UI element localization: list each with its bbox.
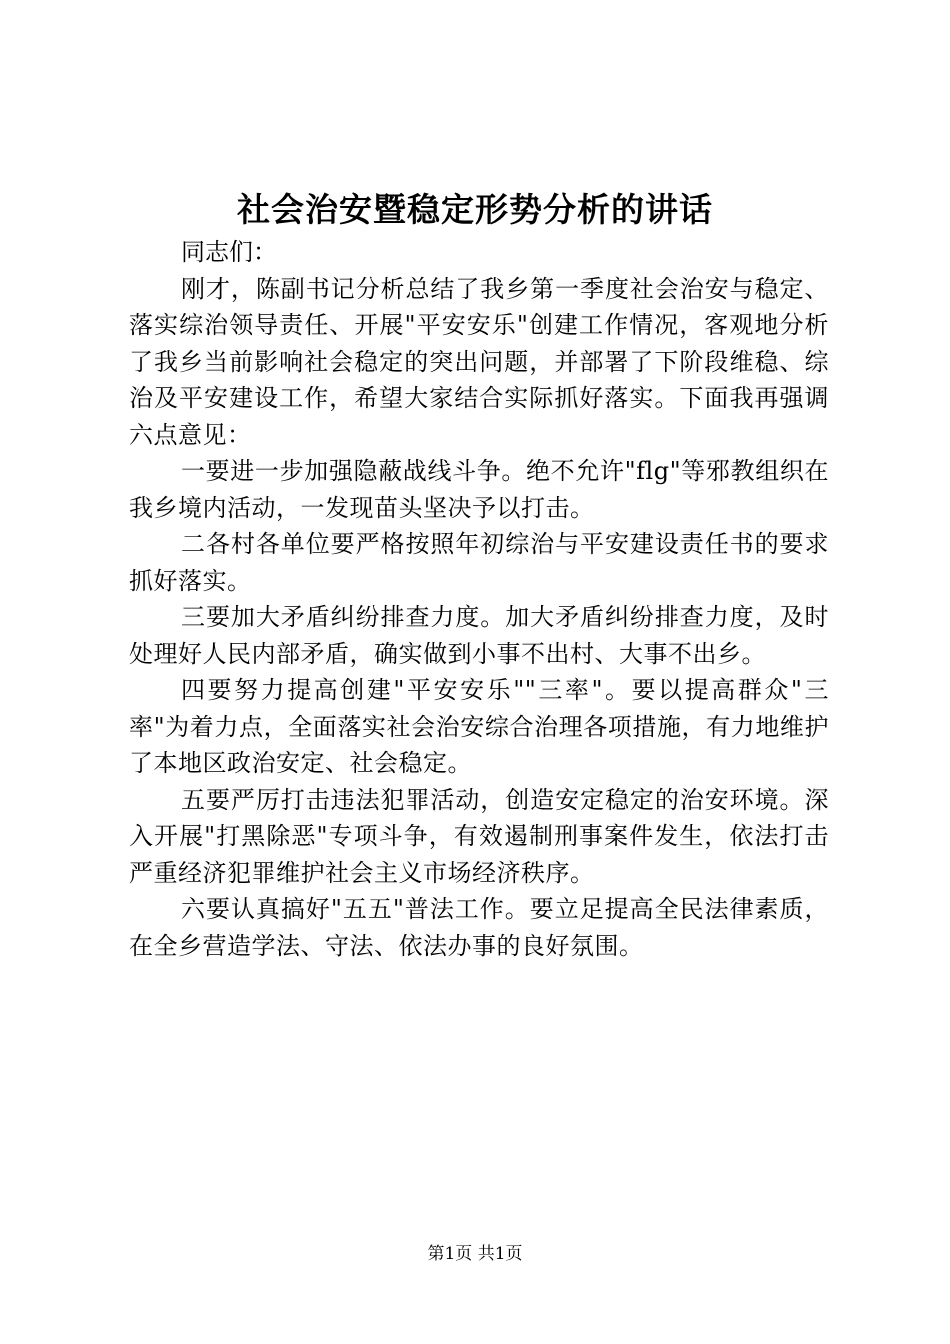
salutation: 同志们： xyxy=(181,238,277,266)
page-number-footer: 第1页 共1页 xyxy=(427,1244,523,1264)
paragraph-intro: 刚才，陈副书记分析总结了我乡第一季度社会治安与稳定、落实综治领导责任、开展"平安安乐"创建工作情况，客观地分析了我乡当前影响社会稳定的突出问题，并部署了下阶段维稳、综治及平安建设工作，希望大家结合实际抓好落实。下面我再强调六点意见： xyxy=(129,274,829,449)
document-body xyxy=(129,234,829,964)
document-title: 社会治安暨稳定形势分析的讲话 xyxy=(237,190,713,229)
paragraph-point-3: 三要加大矛盾纠纷排查力度。加大矛盾纠纷排查力度，及时处理好人民内部矛盾，确实做到小事不出村、大事不出乡。 xyxy=(129,603,829,668)
paragraph-point-2: 二各村各单位要严格按照年初综治与平安建设责任书的要求抓好落实。 xyxy=(129,530,829,595)
paragraph-point-5: 五要严厉打击违法犯罪活动，创造安定稳定的治安环境。深入开展"打黑除恶"专项斗争，有效遏制刑事案件发生，依法打击严重经济犯罪维护社会主义市场经济秩序。 xyxy=(129,785,829,887)
paragraph-point-4: 四要努力提高创建"平安安乐""三率"。要以提高群众"三率"为着力点，全面落实社会治安综合治理各项措施，有力地维护了本地区政治安定、社会稳定。 xyxy=(129,676,829,777)
paragraph-point-6: 六要认真搞好"五五"普法工作。要立足提高全民法律素质，在全乡营造学法、守法、依法办事的良好氛围。 xyxy=(129,895,829,960)
paragraph-point-1: 一要进一步加强隐蔽战线斗争。绝不允许"flg"等邪教组织在我乡境内活动，一发现苗头坚决予以打击。 xyxy=(129,457,829,522)
